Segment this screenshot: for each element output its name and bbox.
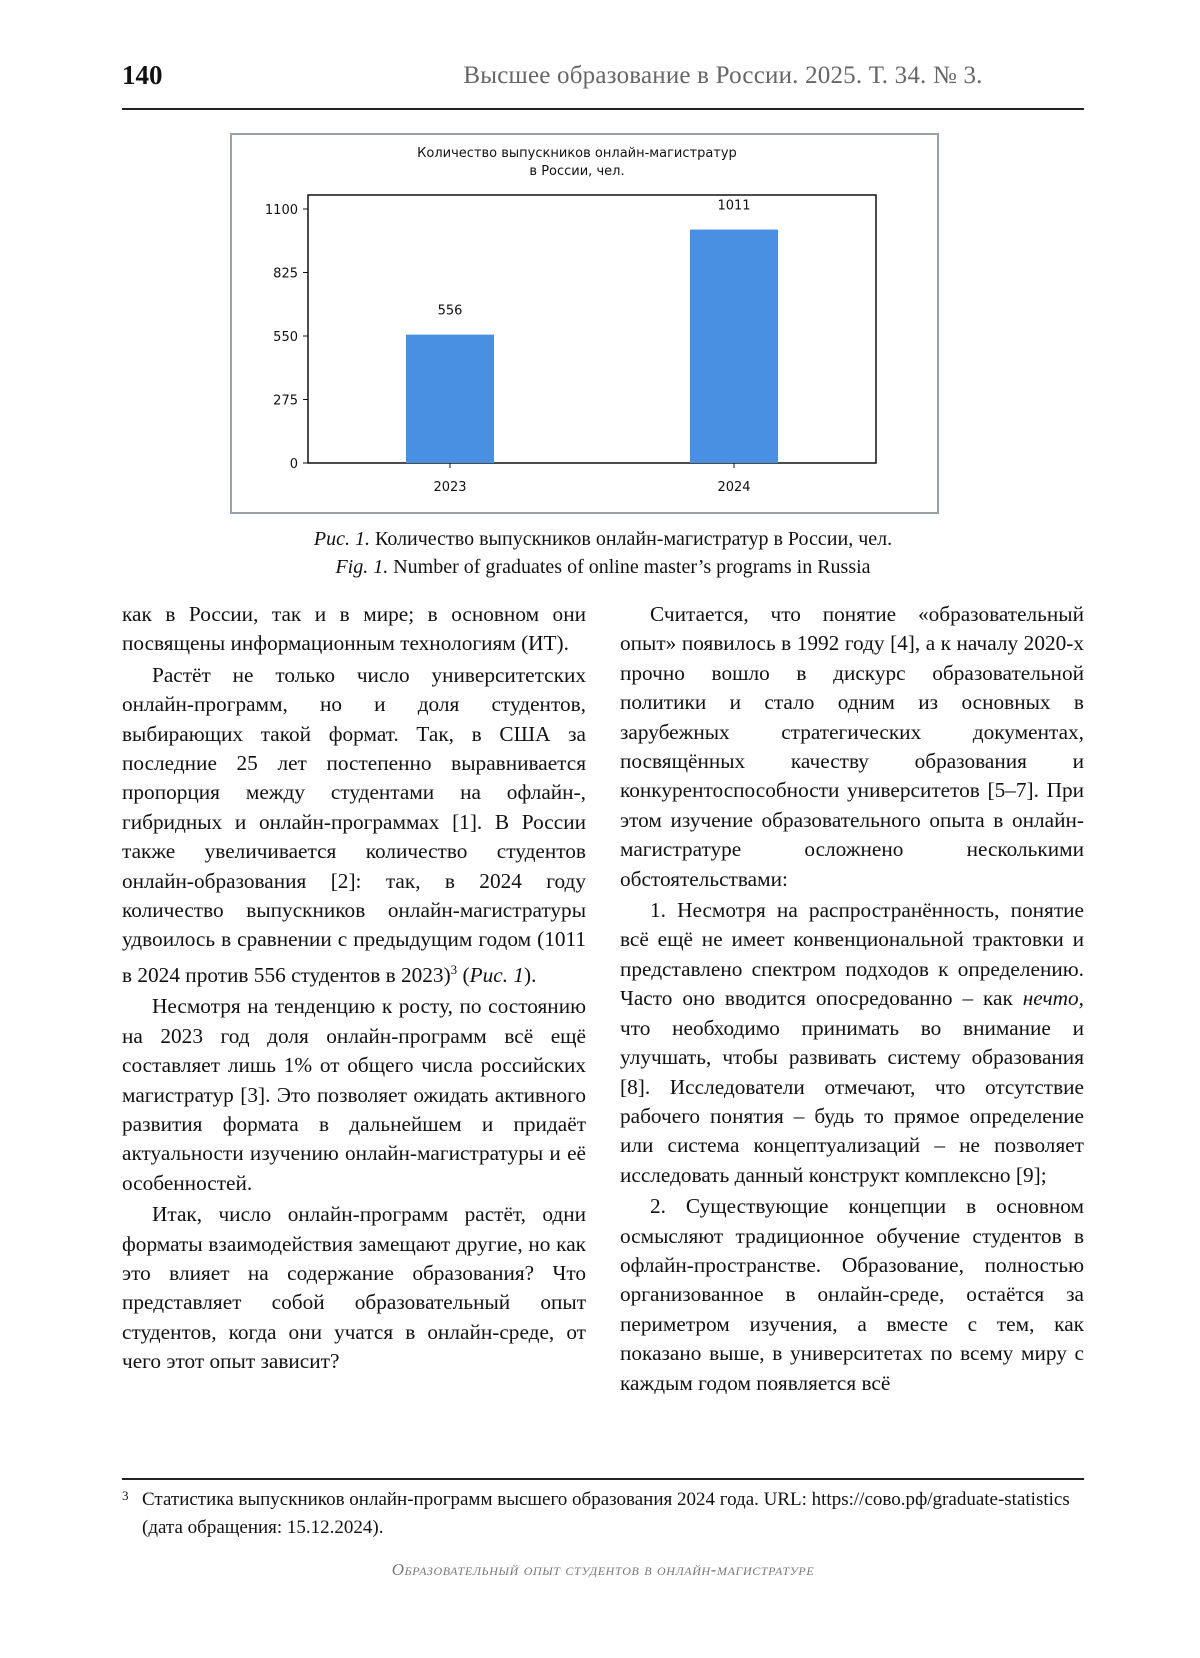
left-column: [122, 600, 586, 1379]
paragraph-text: , что необходимо принимать во внимание и улучшать, чтобы развивать систему образования [8]. Исследователи отмечают, что отсутствие рабочего понятия – будь то прямое определение или система концептуализаций – не позволяет исследовать данный конструкт комплексно [9];: [620, 986, 1084, 1187]
footnote: [122, 1486, 1084, 1542]
right-column: [620, 600, 1084, 1400]
paragraph: Считается, что понятие «образовательный опыт» появилось в 1992 году [4], а к началу 2020-х прочно вошло в дискурс образовательной политики и стало одним из основных в зарубежных стратегических документах, посвящённых качеству образования и конкурентоспособности университетов [5–7]. При этом изучение образовательного опыта в онлайн-магистратуре осложнено несколькими обстоятельствами:: [620, 602, 1084, 891]
page-header: [122, 56, 1084, 110]
footnote-text: Статистика выпускников онлайн-программ высшего образования 2024 года. URL: https://сово.рф/graduate-statistics (дата обращения: 15.12.2024).: [142, 1489, 1070, 1538]
page-number: 140: [122, 60, 163, 90]
paragraph-text: Растёт не только число университетских онлайн-программ, но и доля студентов, выбирающих такой формат. Так, в США за последние 25 лет постепенно выравнивается пропорция между студентами на офлайн-, гибридных и онлайн-программах [1]. В России также увеличивается количество студентов онлайн-образования [2]: так, в 2024 году количество выпускников онлайн-магистратуры удвоилось в сравнении с предыдущим годом (1011 в 2024 против 556 студентов в 2023): [122, 662, 586, 987]
plot-frame: [308, 195, 876, 463]
running-footer: Образовательный опыт студентов в онлайн-магистратуре: [391, 1560, 815, 1579]
y-tick-label: 1100: [264, 203, 298, 218]
figure-ref: Рис. 1: [469, 962, 524, 987]
caption-en-text: Number of graduates of online master’s programs in Russia: [388, 556, 871, 578]
paragraph-text: 1. Несмотря на распространённость, понятие всё ещё не имеет конвенциональной трактовки и представлено спектром подходов к определению. Часто оно вводится опосредованно – как: [620, 898, 1084, 1011]
figure-caption-ru: [122, 528, 1084, 551]
paragraph: [122, 661, 586, 991]
footnote-divider: [122, 1478, 1084, 1480]
y-tick-label: 0: [289, 457, 298, 472]
footnote-ref: 3: [450, 961, 458, 977]
paragraph: Итак, число онлайн-программ растёт, одни форматы взаимодействия замещают другие, но как это влияет на содержание образования? Что представляет собой образовательный опыт студентов, когда они учатся в онлайн-среде, от чего этот опыт зависит?: [122, 1202, 586, 1374]
list-item: [620, 896, 1084, 1190]
chart-title-line-2: в России, чел.: [529, 164, 625, 179]
paragraph: как в России, так и в мире; в основном они посвящены информационным технологиям (ИТ).: [122, 602, 586, 656]
bar-value-label: 1011: [717, 198, 751, 214]
bar-chart: [232, 135, 937, 512]
emphasis: нечто: [1022, 986, 1079, 1011]
x-tick-label: 2024: [717, 480, 751, 495]
caption-ru-lead: Рис. 1.: [313, 528, 370, 550]
chart-figure: [230, 133, 939, 514]
y-tick-label: 825: [273, 266, 298, 282]
paragraph-text: ).: [524, 962, 537, 987]
y-tick-label: 550: [273, 330, 298, 345]
paragraph: Несмотря на тенденцию к росту, по состоянию на 2023 год доля онлайн-программ всё ещё составляет лишь 1% от общего числа российских магистратур [3]. Это позволяет ожидать активного развития формата в дальнейшем и придаёт актуальности изучению онлайн-магистратуры и её особенностей.: [122, 994, 586, 1195]
y-tick-label: 275: [273, 393, 298, 409]
bar-value-label: 556: [437, 303, 463, 319]
x-tick-label: 2023: [433, 480, 467, 495]
caption-en-lead: Fig. 1.: [335, 556, 389, 578]
chart-title-line-1: Количество выпускников онлайн-магистратур: [417, 146, 737, 161]
journal-title: Высшее образование в России. 2025. Т. 34. № 3.: [463, 62, 983, 89]
caption-ru-text: Количество выпускников онлайн-магистратур в России, чел.: [369, 528, 893, 550]
figure-caption-en: [122, 556, 1084, 579]
footnote-mark: 3: [122, 1488, 129, 1503]
paragraph-text: (: [457, 962, 470, 987]
bar: [406, 335, 494, 463]
list-item: 2. Существующие концепции в основном осмысляют традиционное обучение студентов в офлайн-пространстве. Образование, полностью организованное в онлайн-среде, остаётся за периметром изучения, а вместе с тем, как показано выше, в университетах по всему миру с каждым годом появляется всё: [620, 1194, 1084, 1395]
bar: [690, 230, 778, 463]
